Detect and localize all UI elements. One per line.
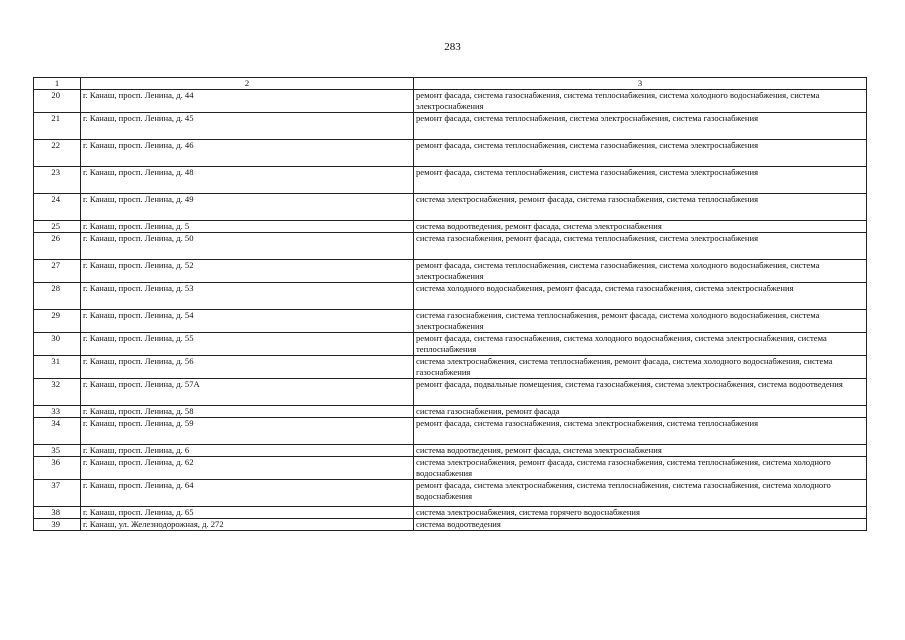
address-cell: г. Канаш, просп. Ленина, д. 5 (81, 221, 414, 233)
works-cell: ремонт фасада, система теплоснабжения, система газоснабжения, система электроснабжения (414, 140, 867, 167)
table-row (34, 167, 867, 194)
row-number: 29 (34, 310, 81, 333)
works-cell: ремонт фасада, система теплоснабжения, система электроснабжения, система газоснабжения (414, 113, 867, 140)
row-number: 25 (34, 221, 81, 233)
works-cell: система газоснабжения, ремонт фасада (414, 406, 867, 418)
address-cell: г. Канаш, просп. Ленина, д. 53 (81, 283, 414, 310)
address-cell: г. Канаш, просп. Ленина, д. 49 (81, 194, 414, 221)
address-cell: г. Канаш, просп. Ленина, д. 48 (81, 167, 414, 194)
address-cell: г. Канаш, просп. Ленина, д. 6 (81, 445, 414, 457)
works-cell: ремонт фасада, система теплоснабжения, система газоснабжения, система электроснабжения (414, 167, 867, 194)
row-number: 28 (34, 283, 81, 310)
works-cell: система электроснабжения, ремонт фасада, система газоснабжения, система теплоснабжения, система холодного водоснабжения (414, 457, 867, 480)
row-number: 32 (34, 379, 81, 406)
row-number: 37 (34, 480, 81, 507)
table-row (34, 233, 867, 260)
table-row (34, 283, 867, 310)
table-row (34, 507, 867, 519)
table-row (34, 260, 867, 283)
header-col-1: 1 (34, 78, 81, 90)
works-cell: система водоотведения (414, 519, 867, 531)
row-number: 39 (34, 519, 81, 531)
address-cell: г. Канаш, просп. Ленина, д. 57А (81, 379, 414, 406)
works-cell: ремонт фасада, система газоснабжения, система электроснабжения, система теплоснабжения (414, 418, 867, 445)
address-cell: г. Канаш, просп. Ленина, д. 64 (81, 480, 414, 507)
table-row (34, 379, 867, 406)
address-cell: г. Канаш, просп. Ленина, д. 54 (81, 310, 414, 333)
table-row (34, 480, 867, 507)
row-number: 36 (34, 457, 81, 480)
row-number: 33 (34, 406, 81, 418)
works-cell: система водоотведения, ремонт фасада, система электроснабжения (414, 445, 867, 457)
address-cell: г. Канаш, просп. Ленина, д. 46 (81, 140, 414, 167)
address-cell: г. Канаш, просп. Ленина, д. 44 (81, 90, 414, 113)
address-cell: г. Канаш, просп. Ленина, д. 65 (81, 507, 414, 519)
row-number: 35 (34, 445, 81, 457)
header-col-2: 2 (81, 78, 414, 90)
row-number: 23 (34, 167, 81, 194)
address-cell: г. Канаш, просп. Ленина, д. 52 (81, 260, 414, 283)
works-cell: система водоотведения, ремонт фасада, система электроснабжения (414, 221, 867, 233)
works-cell: ремонт фасада, система газоснабжения, система холодного водоснабжения, система электроснабжения, система теплоснабжения (414, 333, 867, 356)
works-cell: система электроснабжения, система горячего водоснабжения (414, 507, 867, 519)
works-cell: ремонт фасада, система теплоснабжения, система газоснабжения, система холодного водоснабжения, система электроснабжения (414, 260, 867, 283)
table-row (34, 457, 867, 480)
table-row (34, 310, 867, 333)
address-cell: г. Канаш, просп. Ленина, д. 55 (81, 333, 414, 356)
row-number: 34 (34, 418, 81, 445)
works-cell: ремонт фасада, подвальные помещения, система газоснабжения, система электроснабжения, система водоотведения (414, 379, 867, 406)
table-row (34, 333, 867, 356)
address-cell: г. Канаш, ул. Железнодорожная, д. 272 (81, 519, 414, 531)
address-cell: г. Канаш, просп. Ленина, д. 59 (81, 418, 414, 445)
table-header-row (34, 78, 867, 90)
works-table (33, 77, 867, 531)
works-cell: ремонт фасада, система электроснабжения, система теплоснабжения, система газоснабжения, система холодного водоснабжения (414, 480, 867, 507)
table-row (34, 356, 867, 379)
page-number: 283 (444, 41, 461, 53)
address-cell: г. Канаш, просп. Ленина, д. 45 (81, 113, 414, 140)
row-number: 20 (34, 90, 81, 113)
address-cell: г. Канаш, просп. Ленина, д. 58 (81, 406, 414, 418)
table-row (34, 113, 867, 140)
table-body (34, 78, 867, 531)
address-cell: г. Канаш, просп. Ленина, д. 50 (81, 233, 414, 260)
works-cell: система холодного водоснабжения, ремонт фасада, система газоснабжения, система электроснабжения (414, 283, 867, 310)
row-number: 26 (34, 233, 81, 260)
row-number: 21 (34, 113, 81, 140)
table-row (34, 140, 867, 167)
table-row (34, 418, 867, 445)
row-number: 31 (34, 356, 81, 379)
works-cell: система газоснабжения, система теплоснабжения, ремонт фасада, система холодного водоснабжения, система электроснабжения (414, 310, 867, 333)
row-number: 27 (34, 260, 81, 283)
row-number: 24 (34, 194, 81, 221)
table-row (34, 519, 867, 531)
works-cell: ремонт фасада, система газоснабжения, система теплоснабжения, система холодного водоснабжения, система электроснабжения (414, 90, 867, 113)
works-cell: система газоснабжения, ремонт фасада, система теплоснабжения, система электроснабжения (414, 233, 867, 260)
row-number: 38 (34, 507, 81, 519)
address-cell: г. Канаш, просп. Ленина, д. 62 (81, 457, 414, 480)
header-col-3: 3 (414, 78, 867, 90)
table-row (34, 406, 867, 418)
works-cell: система электроснабжения, ремонт фасада, система газоснабжения, система теплоснабжения (414, 194, 867, 221)
address-cell: г. Канаш, просп. Ленина, д. 56 (81, 356, 414, 379)
table-row (34, 221, 867, 233)
row-number: 22 (34, 140, 81, 167)
table-row (34, 194, 867, 221)
table-row (34, 445, 867, 457)
table-row (34, 90, 867, 113)
row-number: 30 (34, 333, 81, 356)
works-cell: система электроснабжения, система теплоснабжения, ремонт фасада, система холодного водоснабжения, система газоснабжения (414, 356, 867, 379)
